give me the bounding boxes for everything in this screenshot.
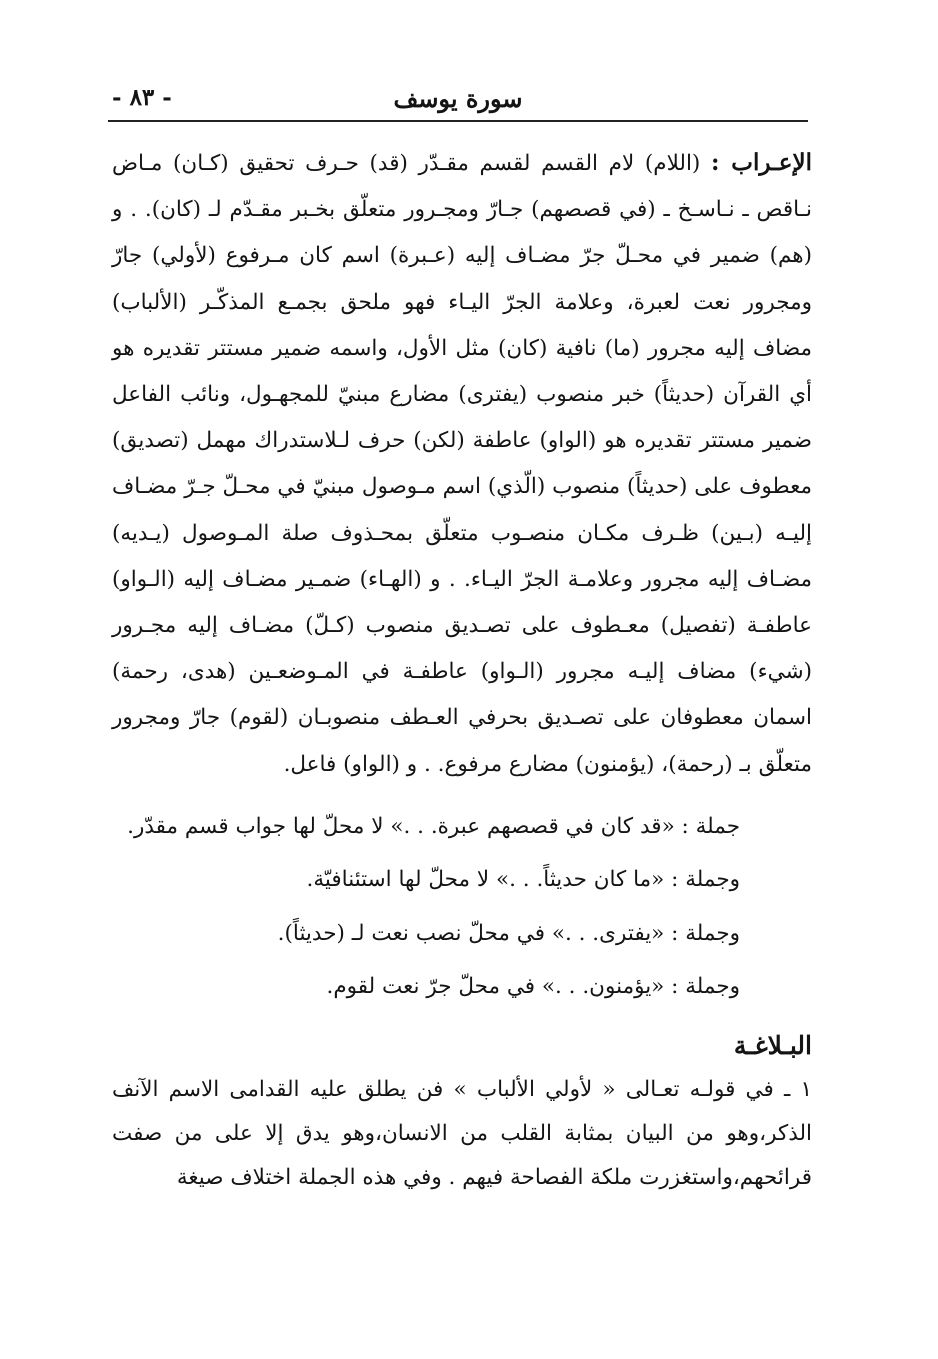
i3rab-label: الإعـراب : — [710, 149, 812, 176]
sentence-3: وجملة : «يفترى. . .» في محلّ نصب نعت لـ (حديثاً). — [277, 920, 740, 946]
page-number: - ٨٣ - — [112, 84, 172, 111]
header-rule — [108, 120, 808, 122]
page-body — [112, 140, 812, 1200]
i3rab-text: (اللام) لام القسم لقسم مقـدّر (قد) حـرف تحقيق (كـان) مـاض نـاقص ـ نـاسـخ ـ (في قصصهم) جـارّ ومجـرور متعلّق بخـبر مقـدّم لـ (كان). . و (هم) ضمير في محـلّ جرّ مضـاف إليه (عـبرة) اسم كان مـرفوع (لأولي) جارّ ومجرور نعت لعبرة، وعلامة الجرّ اليـاء فهو ملحق بجمـع المذكّـر (الألباب) مضاف إليه مجرور (ما) نافية (كان) مثل الأول، واسمه ضمير مستتر تقديره هو أي القرآن (حديثاً) خبر منصوب (يفترى) مضارع مبنيّ للمجهـول، ونائب الفاعل ضمير مستتر تقديره هو (الواو) عاطفة (لكن) حرف لـلاستدراك مهمل (تصديق) معطوف على (حديثاً) منصوب (الّذي) اسم مـوصول مبنيّ في محـلّ جـرّ مضـاف إليـه (بـين) ظـرف مكـان منصـوب متعلّق بمحـذوف صلة المـوصول (يـديه) مضـاف إليه مجرور وعلامـة الجرّ اليـاء. . و (الهـاء) ضمـير مضـاف إليه (الـواو) عاطفـة (تفصيل) معـطوف على تصـديق منصوب (كـلّ) مضـاف إليه مجـرور (شيء) مضاف إليـه مجرور (الـواو) عاطفـة في المـوضعـين (هدى، رحمة) اسمان معطوفان على تصـديق بحرفي العـطف منصوبـان (لقوم) جارّ ومجرور متعلّق بـ (رحمة)، (يؤمنون) مضارع مرفوع. . و (الواو) فاعل. — [112, 151, 812, 777]
surah-title: سورة يوسف — [393, 84, 523, 113]
i3rab-paragraph — [112, 140, 812, 788]
sentence-1: جملة : «قد كان في قصصهم عبرة. . .» لا محلّ لها جواب قسم مقدّر. — [127, 813, 740, 839]
sentences-list — [112, 800, 812, 1014]
sentence-4: وجملة : «يؤمنون. . .» في محلّ جرّ نعت لقوم. — [326, 974, 740, 1000]
page-header — [108, 78, 808, 122]
balagha-paragraph: ١ ـ في قولـه تعـالى « لأولي الألباب » فن يطلق عليه القدامى الاسم الآنف الذكر،وهو من البيان بمثابة القلب من الانسان،وهو يدق إلا على من صفت قرائحهم،واستغزرت ملكة الفصاحة فيهم . وفي هذه الجملة اختلاف صيغة — [112, 1076, 812, 1190]
sentence-2: وجملة : «ما كان حديثاً. . .» لا محلّ لها استئنافيّة. — [306, 867, 740, 893]
balagha-heading: البـلاغـة — [733, 1030, 812, 1060]
